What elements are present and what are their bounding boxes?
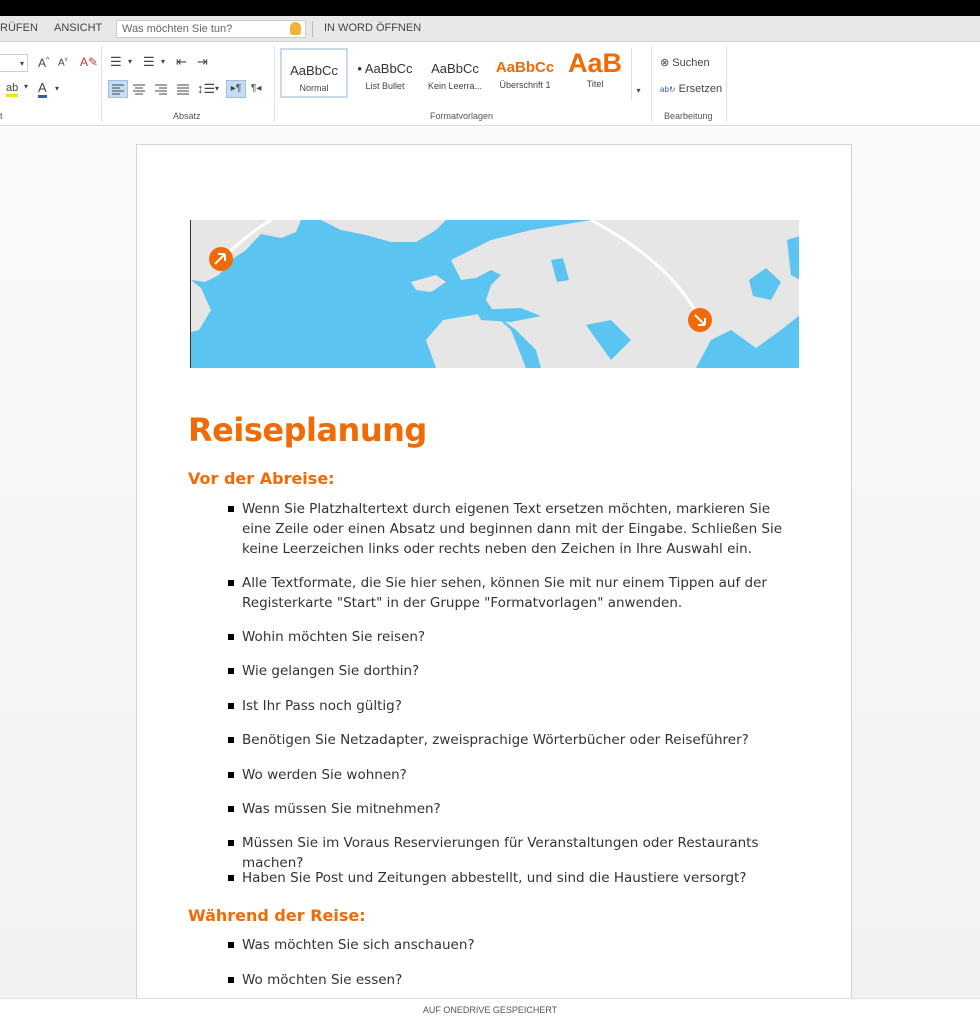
style-heading-1[interactable] [491, 48, 559, 98]
tell-me-search[interactable] [116, 20, 306, 38]
style-name: Normal [299, 83, 329, 93]
group-divider [726, 46, 727, 122]
ribbon-tab-row [0, 16, 980, 42]
align-left-icon [109, 81, 127, 97]
font-size-dropdown[interactable] [0, 54, 28, 72]
style-preview: AaB [567, 48, 622, 78]
highlight-color-icon[interactable]: ab [6, 82, 18, 97]
line-spacing-icon[interactable]: ↕☰ [197, 81, 216, 96]
chevron-down-icon[interactable]: ▾ [215, 84, 220, 93]
tab-divider [312, 21, 313, 37]
group-divider [651, 46, 652, 122]
style-list-bullet[interactable] [351, 48, 419, 98]
chevron-down-icon[interactable]: ▾ [128, 57, 133, 66]
list-item[interactable]: Wenn Sie Platzhaltertext durch eigenen Text ersetzen möchten, markieren Sie eine Zeile oder einen Absatz und beginnen dann mit der Eingabe. Schließen Sie keine Leerzeichen links oder rechts neben den Zeichen in Ihre Auswahl ein. [242, 499, 802, 559]
align-left-button[interactable] [108, 80, 128, 98]
style-title[interactable] [561, 48, 629, 98]
style-normal[interactable] [280, 48, 348, 98]
chevron-down-icon: ▾ [636, 86, 641, 95]
style-name: Titel [586, 79, 604, 89]
section-heading[interactable]: Vor der Abreise: [188, 469, 335, 488]
style-name: List Bullet [365, 81, 405, 91]
increase-indent-icon[interactable]: ⇥ [197, 54, 208, 69]
world-map-graphic [191, 220, 799, 368]
document-page[interactable] [136, 144, 852, 1014]
style-preview: AaBbCc [495, 59, 555, 76]
replace-label: Ersetzen [678, 83, 723, 95]
editing-group-label: Bearbeitung [664, 111, 713, 121]
style-preview: • AaBbCc [357, 61, 413, 76]
chevron-down-icon[interactable]: ▾ [161, 57, 166, 66]
list-item[interactable]: Was möchten Sie sich anschauen? [242, 935, 802, 955]
list-item[interactable]: Müssen Sie im Voraus Reservierungen für Veranstaltungen oder Restaurants machen? [242, 833, 802, 873]
styles-more-button[interactable] [631, 48, 645, 100]
ltr-paragraph-icon: ▸¶ [230, 83, 242, 94]
chevron-down-icon[interactable]: ▾ [55, 84, 60, 93]
align-right-icon [152, 81, 170, 97]
decrease-indent-icon[interactable]: ⇤ [176, 54, 187, 69]
list-item[interactable]: Wie gelangen Sie dorthin? [242, 661, 802, 681]
section-heading[interactable]: Während der Reise: [188, 906, 366, 925]
chevron-down-icon[interactable]: ▾ [24, 82, 29, 91]
numbering-icon[interactable]: ☰ [143, 54, 155, 69]
binoculars-icon: ⊗ [660, 57, 670, 69]
list-item[interactable]: Haben Sie Post und Zeitungen abbestellt, und sind die Haustiere versorgt? [242, 868, 802, 888]
style-preview: AaBbCc [431, 61, 479, 76]
bullets-icon[interactable]: ☰ [110, 54, 122, 69]
find-button[interactable] [660, 56, 710, 69]
ribbon [0, 42, 980, 126]
chevron-down-icon: ▾ [19, 59, 24, 68]
style-no-spacing[interactable] [421, 48, 489, 98]
style-preview: AaBbCc [290, 63, 338, 78]
ltr-direction-button[interactable] [226, 80, 246, 98]
font-color-icon[interactable]: A [38, 80, 47, 98]
grow-font-icon[interactable]: A^ [38, 56, 50, 70]
tell-me-placeholder: Was möchten Sie tun? [122, 23, 233, 35]
align-center-icon [130, 81, 148, 97]
list-item[interactable]: Wohin möchten Sie reisen? [242, 627, 802, 647]
list-item[interactable]: Wo möchten Sie essen? [242, 970, 802, 990]
lightbulb-icon [290, 22, 301, 35]
styles-group-label: Formatvorlagen [430, 111, 494, 121]
group-divider [101, 46, 102, 122]
align-center-button[interactable] [130, 81, 148, 97]
status-bar [0, 998, 980, 1019]
title-bar [0, 0, 980, 16]
open-in-word-button[interactable]: IN WORD ÖFFNEN [324, 22, 422, 34]
find-label: Suchen [672, 57, 710, 69]
document-title[interactable]: Reiseplanung [188, 411, 427, 449]
replace-button[interactable] [660, 83, 722, 95]
group-divider [274, 46, 275, 122]
justify-button[interactable] [174, 81, 192, 97]
justify-icon [174, 81, 192, 97]
align-right-button[interactable] [152, 81, 170, 97]
clear-formatting-icon[interactable]: A✎ [80, 55, 99, 69]
list-item[interactable]: Ist Ihr Pass noch gültig? [242, 696, 802, 716]
list-item[interactable]: Benötigen Sie Netzadapter, zweisprachige Wörterbücher oder Reiseführer? [242, 730, 802, 750]
tab-review[interactable]: RÜFEN [0, 22, 38, 34]
style-name: Kein Leerra... [427, 81, 483, 91]
world-map-image [190, 220, 799, 368]
shrink-font-icon[interactable]: $A^v$ [58, 57, 68, 69]
save-status: AUF ONEDRIVE GESPEICHERT [422, 1005, 558, 1015]
tab-view[interactable]: ANSICHT [54, 22, 103, 34]
rtl-paragraph-icon[interactable]: ¶◂ [251, 83, 262, 94]
style-name: Überschrift 1 [499, 80, 551, 90]
paragraph-group-label: Absatz [173, 111, 201, 121]
document-canvas[interactable] [0, 127, 980, 998]
list-item[interactable]: Wo werden Sie wohnen? [242, 765, 802, 785]
list-item[interactable]: Alle Textformate, die Sie hier sehen, können Sie mit nur einem Tippen auf der Registerkarte "Start" in der Gruppe "Formatvorlagen" anwenden. [242, 573, 802, 613]
replace-icon: ab↻ [660, 85, 676, 94]
list-item[interactable]: Was müssen Sie mitnehmen? [242, 799, 802, 819]
font-group-label: t [0, 111, 3, 121]
